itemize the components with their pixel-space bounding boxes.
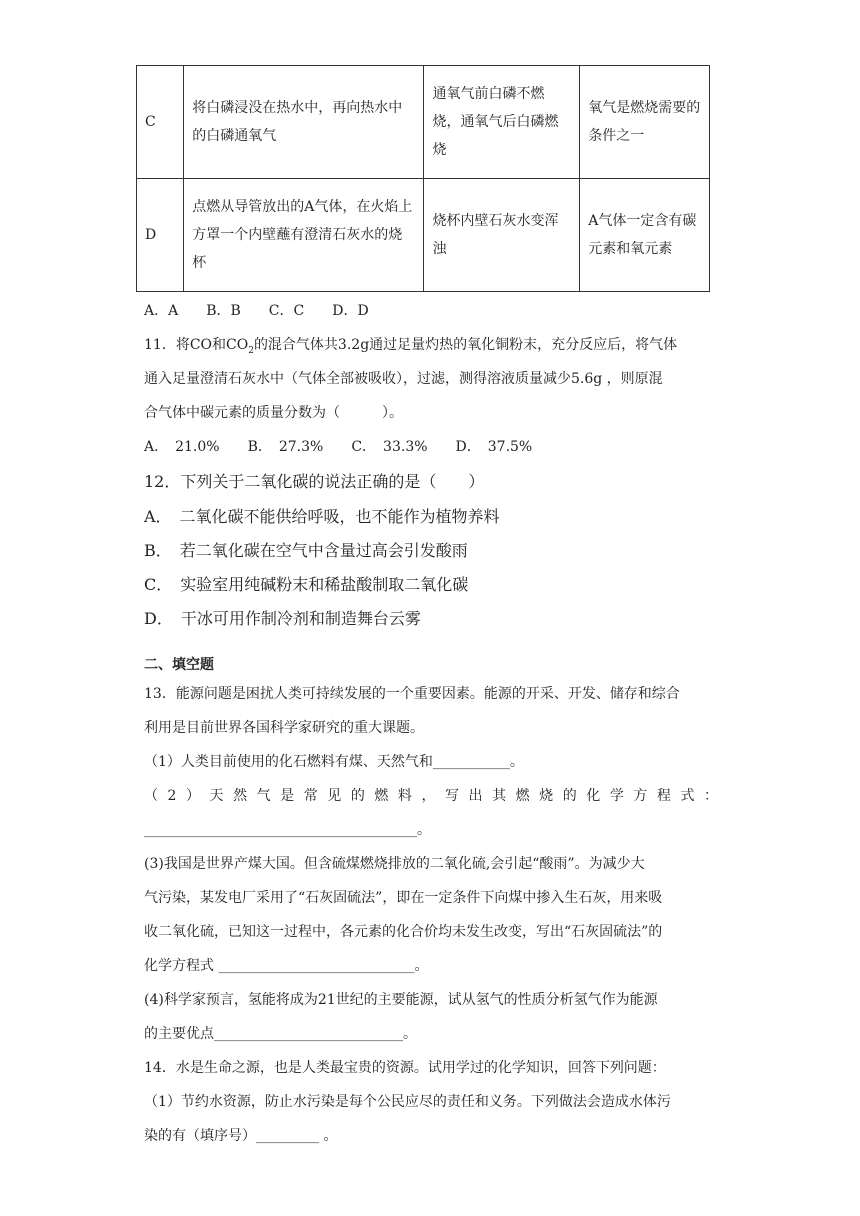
phenomenon-cell: 烧杯内壁石灰水变浑浊 (424, 179, 580, 292)
q14-part1-line2: 染的有（填序号）_________ 。 (144, 1128, 338, 1144)
q13-part1: （1）人类目前使用的化石燃料有煤、天然气和___________。 (144, 754, 524, 770)
q13-part4-line2: 的主要优点___________________________。 (144, 1026, 417, 1042)
row-label: C (137, 66, 184, 179)
q11-line1-sub: 2 (248, 345, 254, 356)
q11-choices: A． 21.0% B． 27.3% C． 33.3% D． 37.5% (144, 439, 533, 455)
conclusion-cell: 氧气是燃烧需要的条件之一 (580, 66, 710, 179)
q11-line1-post: 的混合气体共3.2g通过足量灼热的氧化铜粉末，充分反应后，将气体 (253, 337, 678, 353)
q12-option-a: A． 二氧化碳不能供给呼吸，也不能作为植物养料 (144, 507, 500, 526)
q13-part3-line1: (3)我国是世界产煤大国。但含硫煤燃烧排放的二氧化硫,会引起“酸雨”。为减少大 (144, 856, 645, 872)
q12-option-d: D． 干冰可用作制冷剂和制造舞台云雾 (144, 609, 421, 628)
q11-stem-line2: 通入足量澄清石灰水中（气体全部被吸收），过滤，测得溶液质量减少5.6g ，则原混 (144, 371, 663, 387)
q11-stem-line3: 合气体中碳元素的质量分数为（ ）。 (144, 405, 403, 421)
table-row (137, 66, 710, 179)
phenomenon-cell: 通氧气前白磷不燃烧，通氧气后白磷燃烧 (424, 66, 580, 179)
q13-stem-line1: 13．能源问题是困扰人类可持续发展的一个重要因素。能源的开采、开发、储存和综合 (144, 686, 680, 702)
q12-option-b: B． 若二氧化碳在空气中含量过高会引发酸雨 (144, 541, 468, 560)
operation-cell: 点燃从导管放出的A气体，在火焰上方罩一个内壁蘸有澄清石灰水的烧杯 (184, 179, 424, 292)
q13-part2-line2: _______________________________________。 (144, 822, 431, 838)
row-label: D (137, 179, 184, 292)
q13-part4-line1: (4)科学家预言，氢能将成为21世纪的主要能源，试从氢气的性质分析氢气作为能源 (144, 992, 658, 1008)
q14-stem: 14．水是生命之源，也是人类最宝贵的资源。试用学过的化学知识，回答下列问题： (144, 1060, 666, 1076)
q10-choices: A．A B．B C．C D．D (144, 303, 369, 319)
q12-stem: 12．下列关于二氧化碳的说法正确的是（ ） (144, 472, 485, 491)
section-heading: 二、填空题 (144, 657, 214, 673)
conclusion-cell: A气体一定含有碳元素和氧元素 (580, 179, 710, 292)
q13-stem-line2: 利用是目前世界各国科学家研究的重大课题。 (144, 720, 424, 736)
q11-stem-line1 (144, 334, 677, 356)
table-row (137, 179, 710, 292)
q13-part3-line2: 气污染，某发电厂采用了“石灰固硫法”，即在一定条件下向煤中掺入生石灰，用来吸 (144, 890, 663, 906)
q13-part3-line4: 化学方程式 ____________________________。 (144, 958, 429, 974)
q13-part3-line3: 收二氧化硫，已知这一过程中，各元素的化合价均未发生改变，写出“石灰固硫法”的 (144, 924, 663, 940)
q13-part2-line1: （2）天然气是常见的燃料，写出其燃烧的化学方程式： (144, 788, 718, 804)
operation-cell: 将白磷浸没在热水中，再向热水中的白磷通氧气 (184, 66, 424, 179)
q14-part1-line1: （1）节约水资源，防止水污染是每个公民应尽的责任和义务。下列做法会造成水体污 (144, 1094, 671, 1110)
q11-line1-pre: 11．将CO和CO (144, 337, 249, 353)
q12-option-c: C． 实验室用纯碱粉末和稀盐酸制取二氧化碳 (144, 575, 469, 594)
options-table (136, 65, 710, 292)
